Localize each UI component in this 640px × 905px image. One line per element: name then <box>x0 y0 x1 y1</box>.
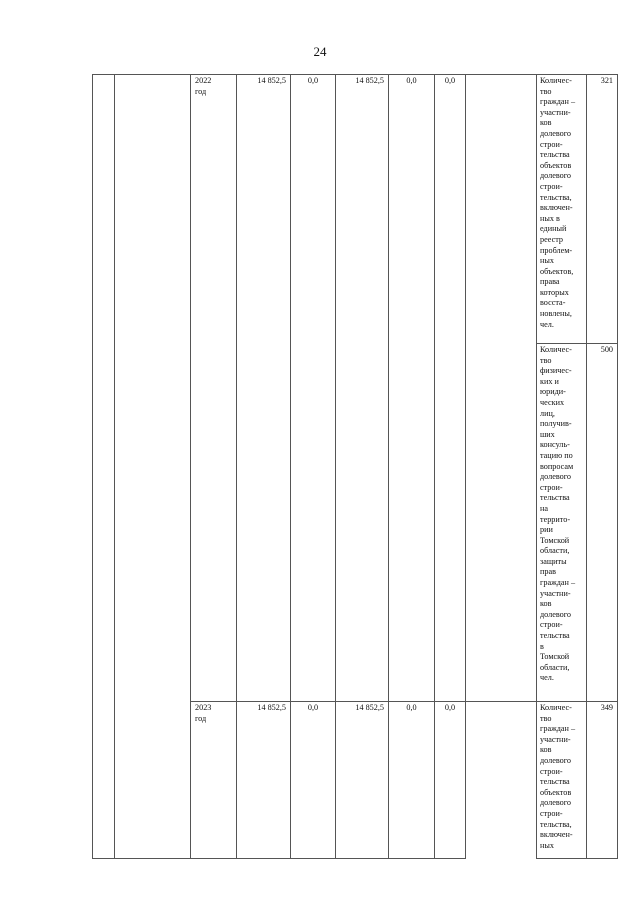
executor-cell <box>466 75 537 702</box>
indicator-value-cell: 349 <box>587 702 618 859</box>
regional-funding-cell: 14 852,5 <box>336 75 389 702</box>
local-funding-cell: 0,0 <box>389 702 435 859</box>
extra-funding-cell: 0,0 <box>435 702 466 859</box>
federal-funding-cell: 0,0 <box>291 75 336 702</box>
total-funding-cell: 14 852,5 <box>237 702 291 859</box>
local-funding-cell: 0,0 <box>389 75 435 702</box>
row-number-cell <box>93 75 115 859</box>
table-row <box>93 75 618 344</box>
indicator-name-cell: Количес- тво граждан – участни- ков долевого строи- тельства объектов долевого строи- тельства, включен- ных <box>537 702 587 859</box>
indicator-name-cell: Количес- тво физичес- ких и юриди- ческих лиц, получив- ших консуль- тацию по вопросам долевого строи- тельства на террито- рии Томской области, защиты прав граждан – участни- ков долевого строи- тельства в Томской области, чел. <box>537 344 587 702</box>
federal-funding-cell: 0,0 <box>291 702 336 859</box>
indicator-name-cell: Количес- тво граждан – участни- ков долевого строи- тельства объектов долевого строи- тельства, включен- ных в единый реестр проблем- ных объектов, права которых восста- новлены, чел. <box>537 75 587 344</box>
total-funding-cell: 14 852,5 <box>237 75 291 702</box>
indicator-value-cell: 500 <box>587 344 618 702</box>
regional-funding-cell: 14 852,5 <box>336 702 389 859</box>
indicator-value-cell: 321 <box>587 75 618 344</box>
page-number: 24 <box>313 44 327 59</box>
year-cell: 2022 год <box>191 75 237 702</box>
extra-funding-cell: 0,0 <box>435 75 466 702</box>
program-name-cell <box>115 75 191 859</box>
year-cell: 2023 год <box>191 702 237 859</box>
budget-table <box>92 74 618 859</box>
executor-cell <box>466 702 537 859</box>
